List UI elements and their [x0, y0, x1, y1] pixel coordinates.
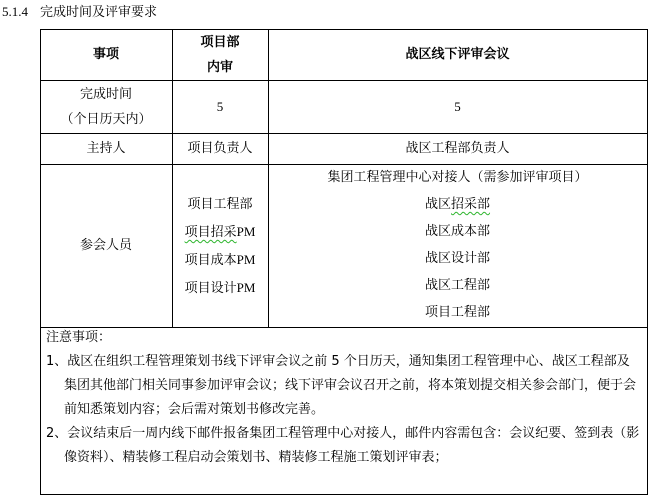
attendees-label: 参会人员	[79, 238, 132, 253]
attendees-project-dept	[172, 164, 268, 327]
table-border-right	[647, 29, 648, 495]
header-item: 事项	[92, 47, 119, 62]
completion-label: 完成时间 （个日历天内）	[60, 86, 152, 127]
attendee-item: 战区工程部	[424, 278, 490, 293]
attendee-item: 战区招采部	[424, 197, 491, 212]
attendee-item: 项目成本PM	[184, 252, 256, 268]
attendee-item: 集团工程管理中心对接人（需参加评审项目）	[327, 170, 588, 185]
host-project-dept: 项目负责人	[187, 141, 253, 156]
review-requirements-table	[40, 29, 648, 495]
host-label: 主持人	[86, 141, 126, 156]
completion-zone-review: 5	[454, 99, 461, 114]
notes-title: 注意事项：	[46, 330, 112, 345]
attendee-item: 战区成本部	[424, 224, 490, 239]
attendees-zone-review	[268, 164, 647, 327]
completion-project-dept: 5	[216, 99, 224, 114]
notes-section	[46, 326, 642, 470]
header-zone-review: 战区线下评审会议	[405, 47, 510, 62]
attendee-item: 战区设计部	[424, 251, 490, 266]
attendee-item: 项目工程部	[187, 197, 253, 212]
section-heading	[2, 3, 157, 21]
section-title: 完成时间及评审要求	[40, 5, 158, 20]
attendee-item: 项目招采PM	[184, 224, 256, 240]
host-zone-review: 战区工程部负责人	[405, 141, 510, 156]
header-project-dept: 项目部 内审	[200, 34, 240, 75]
table-border-bottom	[40, 494, 648, 495]
attendee-item: 项目工程部	[424, 305, 490, 320]
note-item: 2、会议结束后一周内线下邮件报备集团工程管理中心对接人，邮件内容需包含：会议纪要、签到表（影像资料）、精装修工程启动会策划书、精装修工程施工策划评审表；	[46, 426, 640, 465]
note-item: 1、战区在组织工程管理策划书线下评审会议之前 5 个日历天，通知集团工程管理中心、战区工程部及集团其他部门相关同事参加评审会议；线下评审会议召开之前，将本策划提交相关参会部门，便于会前知悉策划内容；会后需对策划书修改完善。	[46, 354, 637, 417]
section-number: 5.1.4	[2, 4, 28, 19]
attendee-item: 项目设计PM	[184, 280, 256, 296]
